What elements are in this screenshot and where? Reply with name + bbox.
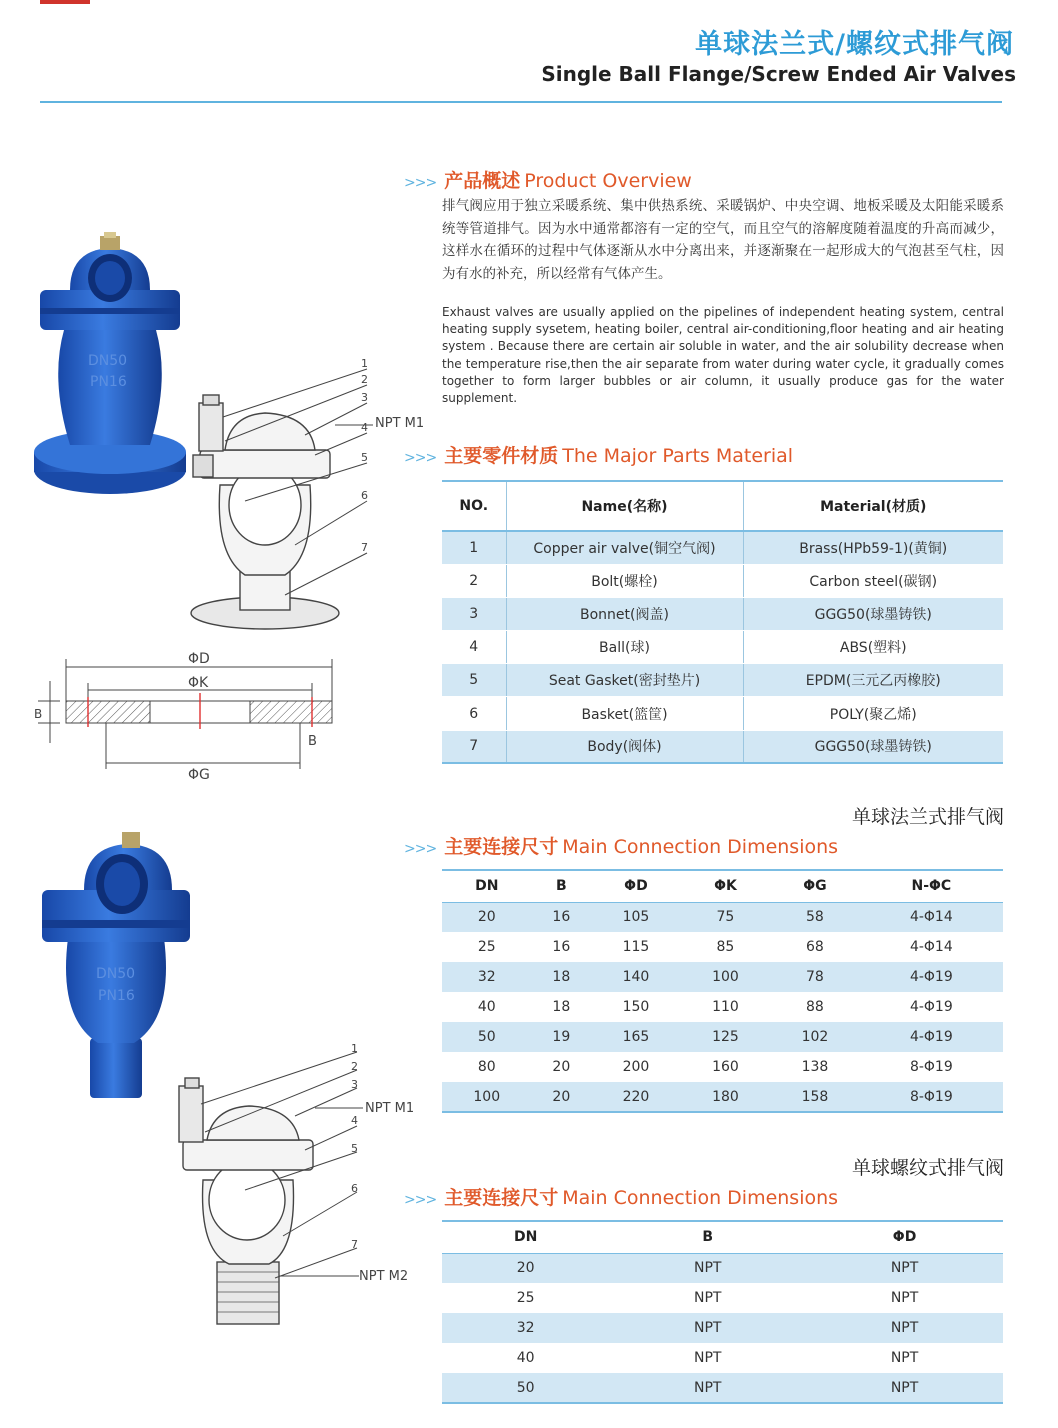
cast-text: PN16 xyxy=(90,374,127,390)
cell-name: Bolt(螺栓) xyxy=(506,564,743,597)
overview-heading-en: Product Overview xyxy=(524,170,692,192)
cell: 100 xyxy=(442,1082,532,1112)
cell: 200 xyxy=(622,1059,650,1075)
table-row xyxy=(442,564,1003,597)
cell: NPT xyxy=(890,1350,919,1366)
cell: 220 xyxy=(591,1082,681,1112)
page-title-en: Single Ball Flange/Screw Ended Air Valves xyxy=(541,62,1016,86)
callout-3: 3 xyxy=(361,391,368,404)
overview-heading-cn: 产品概述 xyxy=(444,170,521,192)
table-row xyxy=(442,1373,1003,1403)
cell: 40 xyxy=(477,999,496,1015)
cell: 180 xyxy=(681,1082,771,1112)
table-row xyxy=(442,664,1003,697)
flange-dims-heading-cn: 主要连接尺寸 xyxy=(444,836,559,858)
parts-table xyxy=(442,480,1003,764)
cell-no: 3 xyxy=(442,597,506,630)
table-row xyxy=(442,1022,1003,1052)
cell-material: ABS(塑料) xyxy=(743,631,1003,664)
cell: 125 xyxy=(681,1022,771,1052)
table-row xyxy=(442,1082,1003,1112)
cell: 25 xyxy=(477,939,496,955)
cell: NPT xyxy=(806,1373,1003,1403)
cell: 160 xyxy=(712,1059,739,1075)
col-header: ΦK xyxy=(681,870,771,902)
cell-name: Body(阀体) xyxy=(506,730,743,763)
cell: 150 xyxy=(622,999,650,1015)
cell: 102 xyxy=(770,1022,860,1052)
cell: 16 xyxy=(532,902,592,932)
callout-1: 1 xyxy=(351,1042,358,1055)
chevrons-icon: >>> xyxy=(404,450,437,466)
screw-dims-heading-en: Main Connection Dimensions xyxy=(562,1187,839,1209)
cell: 19 xyxy=(532,1022,592,1052)
table-row xyxy=(442,730,1003,763)
cell-material: Brass(HPb59-1)(黄铜) xyxy=(743,531,1003,564)
cell: 4-Φ14 xyxy=(909,939,953,955)
table-row xyxy=(442,1313,1003,1343)
flange-subtitle: 单球法兰式排气阀 xyxy=(851,806,1004,828)
col-header: ΦD xyxy=(806,1221,1003,1253)
parts-heading-en: The Major Parts Material xyxy=(562,445,794,467)
table-row xyxy=(442,631,1003,664)
col-header: Name(名称) xyxy=(506,481,743,531)
cell: 50 xyxy=(442,1022,532,1052)
phi-k-label: ΦK xyxy=(188,675,209,691)
page-title-cn: 单球法兰式/螺纹式排气阀 xyxy=(695,29,1014,60)
cell-material: POLY(聚乙烯) xyxy=(743,697,1003,730)
table-row xyxy=(442,932,1003,962)
col-header: B xyxy=(532,870,592,902)
table-row xyxy=(442,1283,1003,1313)
flanged-valve-photo xyxy=(30,230,190,500)
cell: 32 xyxy=(442,1313,609,1343)
flange-dims-heading xyxy=(404,832,838,859)
table-row xyxy=(442,962,1003,992)
cell: 85 xyxy=(716,939,735,955)
table-row xyxy=(442,902,1003,932)
corner-tab xyxy=(40,0,90,4)
table-row xyxy=(442,597,1003,630)
table-row xyxy=(442,1343,1003,1373)
cell: NPT xyxy=(693,1290,722,1306)
cell: 58 xyxy=(770,902,860,932)
cell: 16 xyxy=(552,939,571,955)
cell-name: Bonnet(阀盖) xyxy=(506,597,743,630)
npt-m2-label: NPT M2 xyxy=(359,1269,409,1284)
cell-name: Ball(球) xyxy=(506,631,743,664)
callout-1: 1 xyxy=(361,357,368,370)
phi-d-label: ΦD xyxy=(188,651,210,667)
chevrons-icon: >>> xyxy=(404,175,437,191)
cell: 110 xyxy=(712,999,739,1015)
callout-6: 6 xyxy=(361,489,368,502)
col-header: DN xyxy=(442,1221,609,1253)
cell-material: Carbon steel(碳钢) xyxy=(743,564,1003,597)
cell-material: GGG50(球墨铸铁) xyxy=(743,597,1003,630)
npt-m1-label: NPT M1 xyxy=(365,1101,415,1116)
cell: 18 xyxy=(552,999,571,1015)
col-header: ΦD xyxy=(591,870,681,902)
cell: 158 xyxy=(770,1082,860,1112)
callout-5: 5 xyxy=(351,1142,358,1155)
cell-name: Basket(篮筐) xyxy=(506,697,743,730)
cell: 88 xyxy=(806,999,824,1015)
callout-7: 7 xyxy=(351,1238,358,1251)
screw-valve-section-drawing xyxy=(165,1040,435,1330)
cell-no: 6 xyxy=(442,697,506,730)
col-header: N-ΦC xyxy=(860,870,1003,902)
overview-heading xyxy=(404,166,692,193)
cell: 4-Φ14 xyxy=(860,902,1003,932)
cell-no: 5 xyxy=(442,664,506,697)
cell: NPT xyxy=(609,1253,806,1283)
cell: 8-Φ19 xyxy=(860,1082,1003,1112)
cell: 140 xyxy=(591,962,681,992)
chevrons-icon: >>> xyxy=(404,1192,437,1208)
cell: 115 xyxy=(622,939,650,955)
cell-no: 1 xyxy=(442,531,506,564)
cell-name: Copper air valve(铜空气阀) xyxy=(506,531,743,564)
table-row xyxy=(442,697,1003,730)
flanged-valve-section-drawing xyxy=(185,355,435,640)
cell: 4-Φ19 xyxy=(909,999,953,1015)
npt-m1-label: NPT M1 xyxy=(375,416,425,431)
cell-material: EPDM(三元乙丙橡胶) xyxy=(743,664,1003,697)
col-header: NO. xyxy=(442,481,506,531)
screw-dims-table xyxy=(442,1220,1003,1404)
col-header: B xyxy=(609,1221,806,1253)
header-divider xyxy=(40,101,1002,103)
callout-2: 2 xyxy=(361,373,368,386)
cell: NPT xyxy=(693,1350,722,1366)
overview-text-cn: 排气阀应用于独立采暖系统、集中供热系统、采暖锅炉、中央空调、地板采暖及太阳能采暖系统等管道排气。因为水中通常都溶有一定的空气，而且空气的溶解度随着温度的升高而减少，这样水在循环的过程中气体逐渐从水中分离出来，并逐渐聚在一起形成大的气泡甚至气柱，因为有水的补充，所以经常有气体产生。 xyxy=(442,198,1004,282)
callout-6: 6 xyxy=(351,1182,358,1195)
cell: 25 xyxy=(516,1290,535,1306)
parts-heading-cn: 主要零件材质 xyxy=(444,445,559,467)
col-header: ΦG xyxy=(770,870,860,902)
table-row xyxy=(442,992,1003,1022)
screw-subtitle: 单球螺纹式排气阀 xyxy=(851,1157,1004,1179)
cell: 75 xyxy=(681,902,771,932)
cell: 18 xyxy=(532,962,592,992)
b-label: B xyxy=(34,707,43,721)
parts-heading xyxy=(404,441,793,468)
cell: 78 xyxy=(770,962,860,992)
table-row xyxy=(442,531,1003,564)
table-row xyxy=(442,1052,1003,1082)
cell: 50 xyxy=(442,1373,609,1403)
cell: NPT xyxy=(609,1373,806,1403)
cast-text: DN50 xyxy=(88,353,128,369)
cell: 100 xyxy=(681,962,771,992)
cell: 105 xyxy=(591,902,681,932)
cell-material: GGG50(球墨铸铁) xyxy=(743,730,1003,763)
cell: 40 xyxy=(516,1350,535,1366)
cell-no: 4 xyxy=(442,631,506,664)
flange-dims-heading-en: Main Connection Dimensions xyxy=(562,836,839,858)
callout-7: 7 xyxy=(361,541,368,554)
flange-dimension-drawing xyxy=(30,645,340,785)
callout-3: 3 xyxy=(351,1078,358,1091)
b-small-label: B xyxy=(308,734,317,749)
callout-4: 4 xyxy=(361,421,368,434)
cell: NPT xyxy=(806,1313,1003,1343)
overview-text-en: Exhaust valves are usually applied on the pipelines of independent heating system, central heating supply sysetem, heating boiler, central air-conditioning,floor heating and air heating system . Because there are certain air soluble in water, and the air solubility decrease when the temperature rise,then the air separate from water during water cycle, it gradually comes together to form larger bubbles or air column, it usually produce gas for the water supplement. xyxy=(442,305,1004,406)
col-header: DN xyxy=(442,870,532,902)
cell-no: 7 xyxy=(442,730,506,763)
flange-dims-table xyxy=(442,869,1003,1113)
cell-name: Seat Gasket(密封垫片) xyxy=(506,664,743,697)
callout-2: 2 xyxy=(351,1060,358,1073)
cell: 32 xyxy=(442,962,532,992)
phi-g-label: ΦG xyxy=(188,767,210,783)
callout-5: 5 xyxy=(361,451,368,464)
cell: 4-Φ19 xyxy=(860,1022,1003,1052)
cell: 20 xyxy=(442,1253,609,1283)
cell: NPT xyxy=(806,1253,1003,1283)
cell: 138 xyxy=(801,1059,829,1075)
screw-dims-heading xyxy=(404,1183,838,1210)
cell: NPT xyxy=(890,1290,919,1306)
cell: 4-Φ19 xyxy=(860,962,1003,992)
col-header: Material(材质) xyxy=(743,481,1003,531)
screw-dims-heading-cn: 主要连接尺寸 xyxy=(444,1187,559,1209)
cell: 80 xyxy=(477,1059,496,1075)
cell: 8-Φ19 xyxy=(909,1059,953,1075)
cell-no: 2 xyxy=(442,564,506,597)
cast-text: PN16 xyxy=(98,988,135,1004)
cell: 20 xyxy=(442,902,532,932)
table-row xyxy=(442,1253,1003,1283)
cell: 20 xyxy=(532,1082,592,1112)
cell: 68 xyxy=(806,939,824,955)
callout-4: 4 xyxy=(351,1114,358,1127)
chevrons-icon: >>> xyxy=(404,841,437,857)
cell: NPT xyxy=(609,1313,806,1343)
cast-text: DN50 xyxy=(96,966,136,982)
cell: 20 xyxy=(552,1059,571,1075)
cell: 165 xyxy=(591,1022,681,1052)
